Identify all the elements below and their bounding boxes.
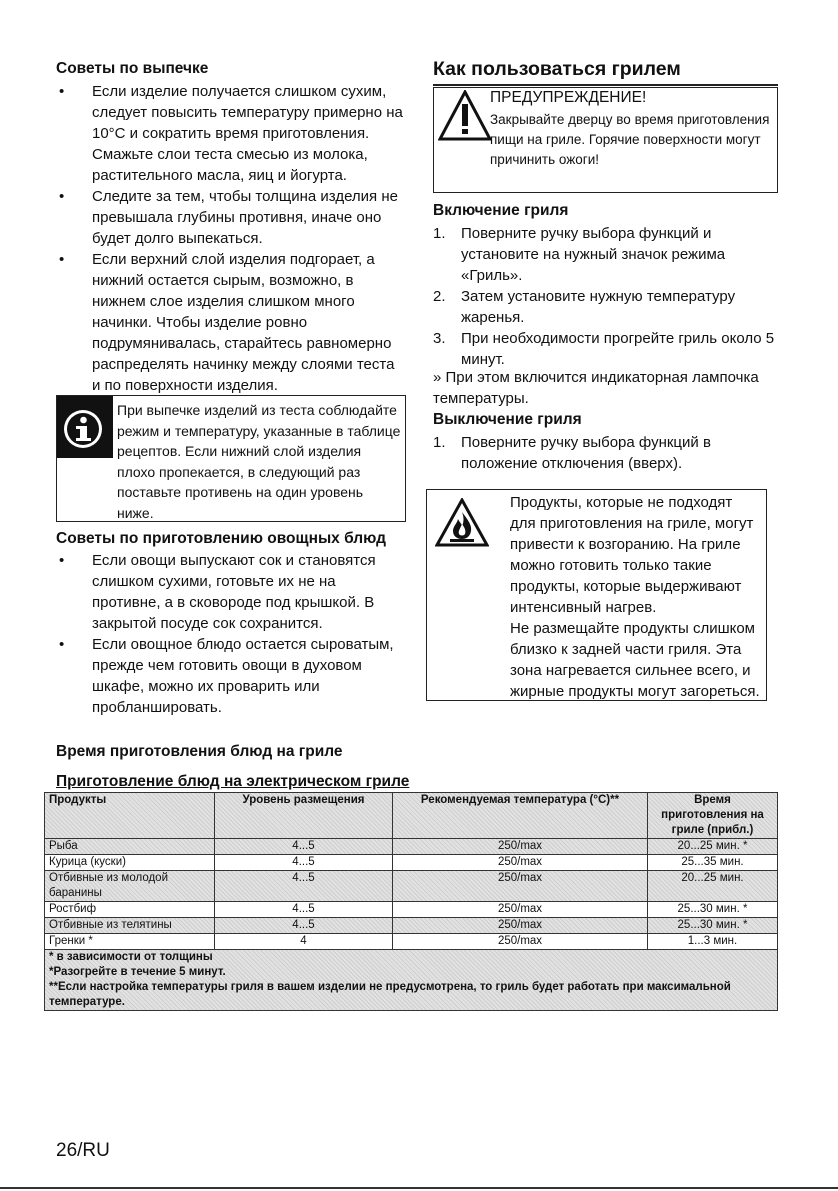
electric-grill-subheading: Приготовление блюд на электрическом гриле	[56, 773, 410, 790]
header-products: Продукты	[45, 793, 215, 839]
list-item: 1. Поверните ручку выбора функций и установите на нужный значок режима «Гриль».	[433, 225, 726, 284]
info-note-box	[56, 395, 406, 522]
fire-warning-box	[426, 489, 767, 701]
table-row: Курица (куски) 4...5 250/max 25...35 мин.	[45, 855, 778, 871]
list-item: • Если верхний слой изделия подгорает, а нижний остается сырым, возможно, в нижнем слое изделия слишком много начинки. Чтобы изделие ровно подрумянивалась, старайтесь равномерно распределять начинку между слоями теста и по поверхности изделия.	[56, 249, 406, 396]
warning-box	[433, 87, 778, 193]
table-row: Отбивные из молодой баранины 4...5 250/max 20...25 мин.	[45, 871, 778, 902]
grill-usage-title: Как пользоваться грилем	[433, 58, 681, 80]
warning-triangle-icon	[438, 90, 492, 147]
baking-tips-list	[56, 81, 406, 396]
veg-tips-list	[56, 550, 408, 718]
footnote: * в зависимости от толщины	[49, 951, 213, 963]
list-item: 2. Затем установите нужную температуру жаренья.	[433, 288, 736, 326]
fire-warning-text: Продукты, которые не подходят для приготовления на гриле, могут привести к возгоранию. На гриле можно готовить только такие продукты, которые выдерживают интенсивный нагрев. Не размещайте продукты слишком близко к задней части гриля. Эта зона нагревается сильнее всего, и жирные продукты могут загореться.	[510, 494, 760, 700]
footnote: **Если настройка температуры гриля в вашем изделии не предусмотрена, то гриль будет работать при максимальной температуре.	[49, 981, 731, 1008]
header-temperature: Рекомендуемая температура (°C)**	[393, 793, 648, 839]
grill-on-result: » При этом включится индикаторная лампочка температуры.	[433, 369, 759, 407]
table-row: Рыба 4...5 250/max 20...25 мин. *	[45, 839, 778, 855]
table-footnote-row	[45, 950, 778, 1011]
veg-tips-heading: Советы по приготовлению овощных блюд	[56, 530, 387, 547]
grill-times-heading: Время приготовления блюд на гриле	[56, 743, 343, 760]
table-row: Отбивные из телятины 4...5 250/max 25...30 мин. *	[45, 918, 778, 934]
grill-on-steps	[433, 223, 778, 370]
grill-off-steps	[433, 432, 763, 474]
list-item: • Следите за тем, чтобы толщина изделия не превышала глубины противня, иначе оно будет долго выпекаться.	[56, 186, 406, 249]
grill-table	[44, 792, 778, 1011]
warning-heading: ПРЕДУПРЕЖДЕНИЕ!	[490, 89, 647, 106]
page-number: 26/RU	[56, 1140, 110, 1161]
baking-tips-heading: Советы по выпечке	[56, 60, 209, 77]
table-header-row	[45, 793, 778, 839]
bottom-divider	[0, 1187, 838, 1189]
list-item: • Если овощи выпускают сок и становятся слишком сухими, готовьте их не на противне, а в сковороде под крышкой. В закрытой посуде сок сохранится.	[56, 550, 408, 634]
warning-text: Закрывайте дверцу во время приготовления пищи на гриле. Горячие поверхности могут причинить ожоги!	[490, 112, 770, 167]
header-time: Время приготовления на гриле (прибл.)	[648, 793, 778, 839]
table-row: Гренки * 4 250/max 1...3 мин.	[45, 934, 778, 950]
grill-off-heading: Выключение гриля	[433, 411, 582, 428]
grill-on-heading: Включение гриля	[433, 202, 569, 219]
fire-hazard-icon	[435, 498, 489, 553]
grill-table-wrapper	[44, 792, 777, 1011]
list-item: • Если изделие получается слишком сухим, следует повысить температуру примерно на 10°C и сократить время приготовления. Смажьте слои теста смесью из молока, растительного масла, яиц и йогурта.	[56, 81, 406, 186]
list-item: 3. При необходимости прогрейте гриль около 5 минут.	[433, 330, 775, 368]
footnote: *Разогрейте в течение 5 минут.	[49, 966, 226, 978]
info-note-text: При выпечке изделий из теста соблюдайте режим и температуру, указанные в таблице рецептов. Если нижний слой изделия плохо пропекается, в следующий раз поставьте противень на один уровень ниже.	[117, 402, 401, 521]
title-underline	[433, 84, 778, 86]
list-item: 1. Поверните ручку выбора функций в положение отключения (вверх).	[433, 434, 711, 472]
table-row: Ростбиф 4...5 250/max 25...30 мин. *	[45, 902, 778, 918]
header-level: Уровень размещения	[215, 793, 393, 839]
list-item: • Если овощное блюдо остается сыроватым, прежде чем готовить овощи в духовом шкафе, можно их проварить или пробланшировать.	[56, 634, 408, 718]
info-icon	[57, 396, 113, 458]
